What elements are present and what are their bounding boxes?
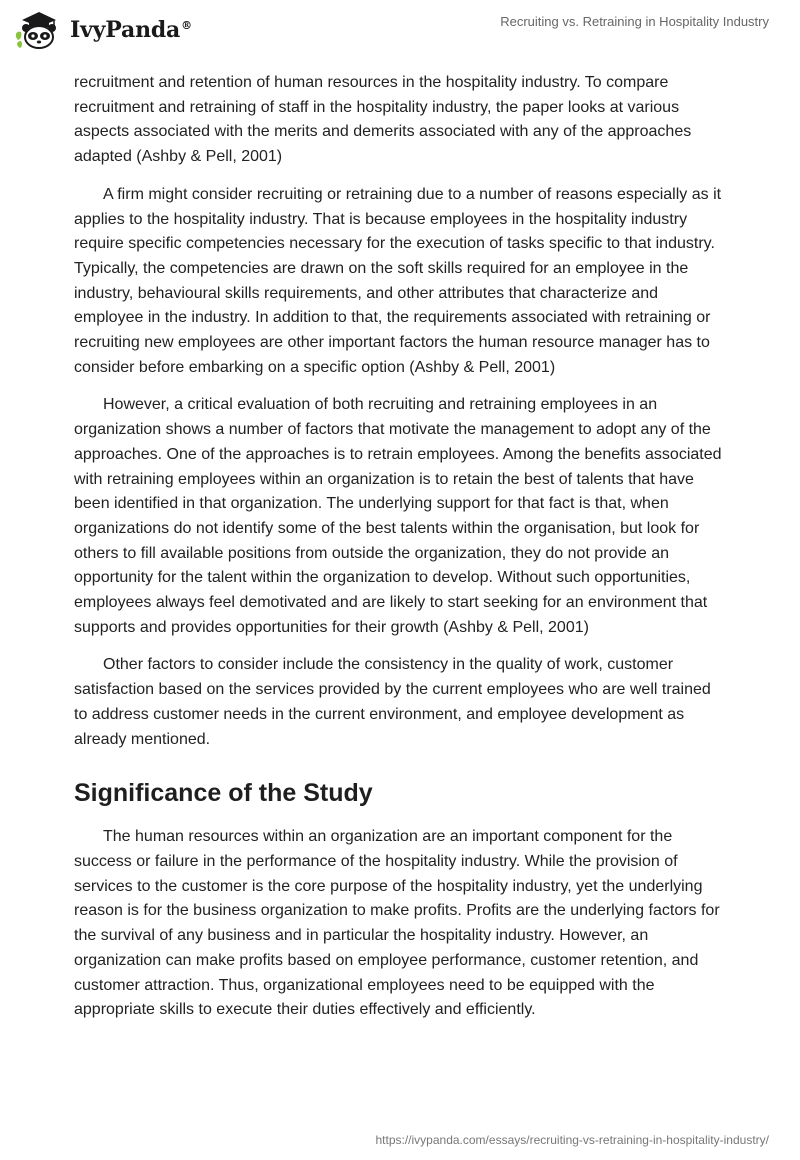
brand-name [70, 17, 192, 43]
document-title: Recruiting vs. Retraining in Hospitality Industry [500, 14, 769, 29]
paragraph-evaluation: However, a critical evaluation of both recruiting and retraining employees in an organization shows a number of factors that motivate the management to adopt any of the approaches. One of the approaches is to retrain employees. Among the benefits associated with retraining employees within an organization is to retain the best of talents that have been identified in that organization. The underlying support for that fact is that, when organizations do not identify some of the best talents within the organisation, but look for others to fill available positions from outside the organization, they do not provide an opportunity for the talent within the organization to develop. Without such opportunities, employees always feel demotivated and are likely to start seeking for an environment that supports and provides opportunities for their growth (Ashby & Pell, 2001) [74, 396, 722, 636]
page-header [0, 0, 800, 60]
section-heading-significance: Significance of the Study [74, 779, 373, 808]
panda-graduate-icon [14, 8, 64, 52]
source-url-link[interactable]: https://ivypanda.com/essays/recruiting-vs-retraining-in-hospitality-industry/ [375, 1133, 769, 1147]
ivypanda-logo[interactable] [14, 8, 192, 52]
registered-mark: ® [181, 18, 192, 32]
paragraph-other-factors: Other factors to consider include the consistency in the quality of work, customer satisfaction based on the services provided by the current employees who are well trained to address customer needs in the current environment, and employee development as already mentioned. [74, 656, 711, 748]
essay-content [74, 71, 728, 1036]
paragraph-intro-continued: recruitment and retention of human resources in the hospitality industry. To compare recruitment and retraining of staff in the hospitality industry, the paper looks at various aspects associated with the merits and demerits associated with any of the approaches adapted (Ashby & Pell, 2001) [74, 74, 692, 166]
paragraph-significance: The human resources within an organization are an important component for the success or failure in the performance of the hospitality industry. While the provision of services to the customer is the core purpose of the hospitality industry, yet the underlying reason is for the business organization to make profits. Profits are the underlying factors for the survival of any business and in particular the hospitality industry. However, an organization can make profits based on employee performance, customer retention, and customer attraction. Thus, organizational employees need to be equipped with the appropriate skills to execute their duties effectively and efficiently. [74, 828, 720, 1019]
paragraph-reasons: A firm might consider recruiting or retraining due to a number of reasons especially as it applies to the hospitality industry. That is because employees in the hospitality industry require specific competencies necessary for the execution of tasks specific to that industry. Typically, the competencies are drawn on the soft skills required for an employee in the industry, behavioural skills requirements, and other attributes that characterize and employee in the industry. In addition to that, the requirements associated with retraining or recruiting new employees are other important factors the human resource manager has to consider before embarking on a specific option (Ashby & Pell, 2001) [74, 185, 722, 376]
brand-text: IvyPanda [70, 17, 181, 43]
